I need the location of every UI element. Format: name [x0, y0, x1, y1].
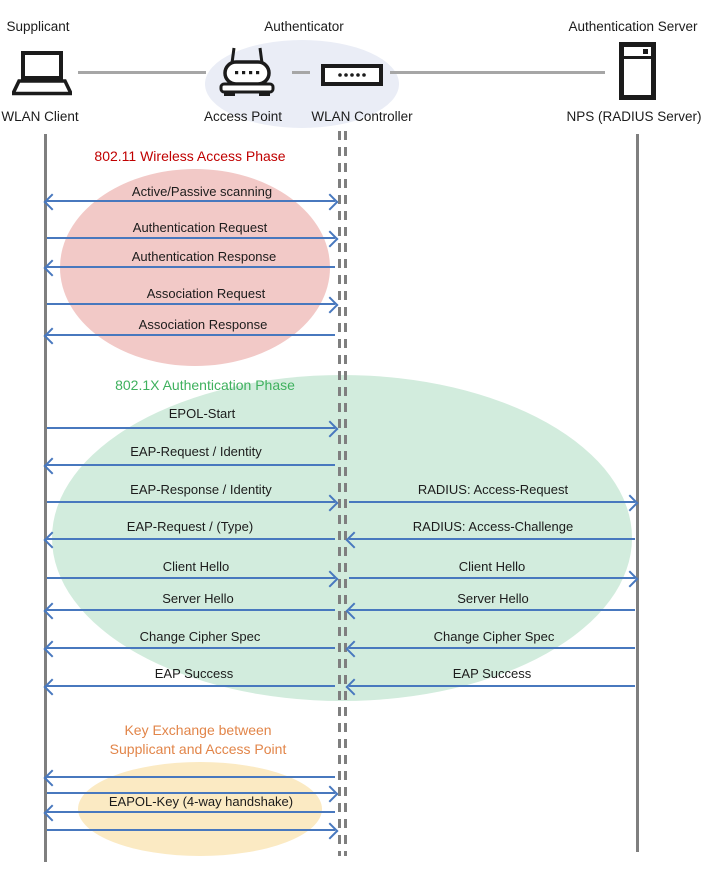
arrow-change-cipher-spec-left: [47, 647, 335, 649]
phase3-title-line1: Key Exchange between: [124, 722, 272, 738]
arrow-association-request: [47, 303, 335, 305]
arrow-authentication-response: [47, 266, 335, 268]
phase3-title-line2: Supplicant and Access Point: [109, 741, 287, 757]
message-label: EAP-Request / (Type): [126, 519, 254, 534]
arrow-eapol-key-4: [47, 829, 335, 831]
connector-client-ap: [78, 71, 206, 74]
wlan-controller-icon: [321, 64, 383, 86]
arrow-eapol-key-1: [47, 776, 335, 778]
message-label: Server Hello: [457, 591, 529, 606]
device-wlan-client: WLAN Client: [1, 109, 79, 124]
message-label: Association Response: [138, 317, 268, 332]
message-label: EAP-Request / Identity: [130, 444, 262, 459]
lifeline-nps-server: [636, 134, 639, 852]
arrow-eap-success-left: [47, 685, 335, 687]
arrow-client-hello-left: [47, 577, 335, 579]
arrow-authentication-request: [47, 237, 335, 239]
message-label: RADIUS: Access-Challenge: [412, 519, 574, 534]
message-label: Change Cipher Spec: [139, 629, 261, 644]
role-authenticator: Authenticator: [264, 19, 344, 34]
message-label: Server Hello: [162, 591, 234, 606]
arrow-client-hello-right: [349, 577, 635, 579]
arrow-eap-response-identity: [47, 501, 335, 503]
lifeline-wlan-client: [44, 134, 47, 862]
message-label: EPOL-Start: [168, 406, 236, 421]
message-label: Authentication Request: [132, 220, 268, 235]
server-icon: [619, 42, 656, 100]
arrow-eapol-key-3: [47, 811, 335, 813]
arrow-radius-access-challenge: [349, 538, 635, 540]
phase1-title: 802.11 Wireless Access Phase: [94, 148, 286, 164]
message-label: EAP Success: [154, 666, 234, 681]
arrow-change-cipher-spec-right: [349, 647, 635, 649]
device-access-point: Access Point: [203, 109, 283, 124]
message-label: Client Hello: [162, 559, 230, 574]
message-label: Client Hello: [458, 559, 526, 574]
message-label: Authentication Response: [131, 249, 277, 264]
arrow-eap-success-right: [349, 685, 635, 687]
arrow-epol-start: [47, 427, 335, 429]
message-label: EAP-Response / Identity: [130, 482, 272, 497]
message-label: Active/Passive scanning: [131, 184, 273, 199]
arrow-eap-request-type: [47, 538, 335, 540]
arrow-active-passive-scanning: [47, 200, 335, 202]
phase2-title: 802.1X Authentication Phase: [115, 377, 295, 393]
message-label: RADIUS: Access-Request: [417, 482, 569, 497]
arrow-eap-request-identity: [47, 464, 335, 466]
device-wlan-controller: WLAN Controller: [311, 109, 413, 124]
role-authentication-server: Authentication Server: [568, 19, 698, 34]
message-label: EAP Success: [452, 666, 532, 681]
connector-controller-server: [390, 71, 605, 74]
message-label: Change Cipher Spec: [433, 629, 555, 644]
role-supplicant: Supplicant: [6, 19, 70, 34]
arrow-association-response: [47, 334, 335, 336]
connector-ap-controller: [292, 71, 310, 74]
message-label: Association Request: [146, 286, 266, 301]
access-point-icon: [219, 47, 275, 97]
device-nps-radius-server: NPS (RADIUS Server): [566, 109, 702, 124]
arrow-server-hello-left: [47, 609, 335, 611]
lifeline-wlan-controller-dash-left: [338, 131, 341, 856]
arrow-radius-access-request: [349, 501, 635, 503]
arrow-server-hello-right: [349, 609, 635, 611]
message-label: EAPOL-Key (4-way handshake): [108, 794, 294, 809]
laptop-icon: [12, 50, 72, 98]
lifeline-wlan-controller-dash-right: [344, 131, 347, 856]
